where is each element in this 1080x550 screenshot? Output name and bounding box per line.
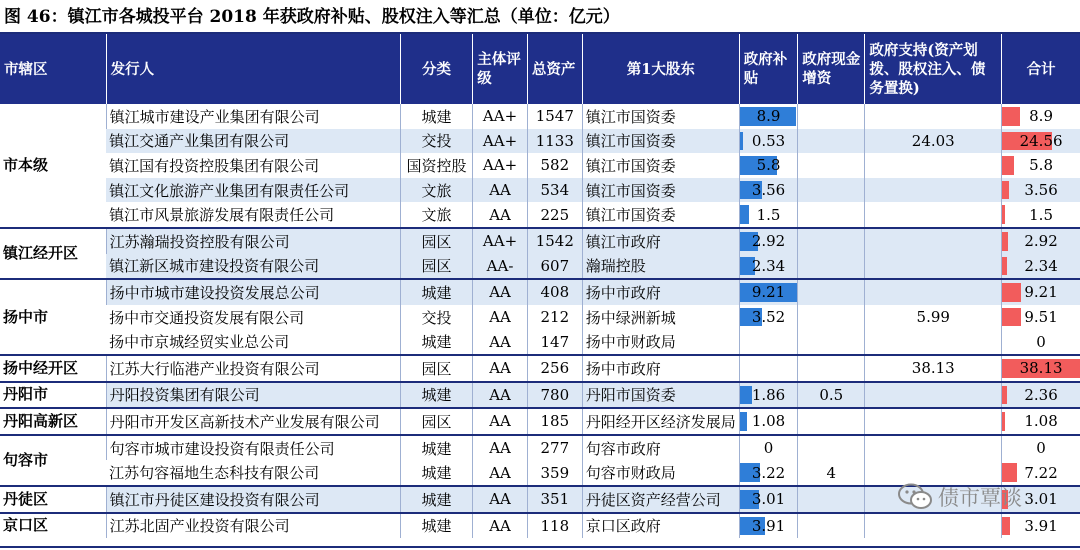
subsidy-value: 8.9 bbox=[756, 107, 781, 126]
total-value: 9.21 bbox=[1024, 283, 1058, 302]
subsidy-value: 1.5 bbox=[756, 205, 781, 224]
table-row bbox=[0, 513, 1080, 539]
assets-cell: 147 bbox=[527, 329, 582, 355]
table-row bbox=[0, 279, 1080, 305]
subsidy-value: 2.34 bbox=[751, 256, 786, 275]
subsidy-cell bbox=[739, 486, 797, 513]
holder-cell: 句容市政府 bbox=[582, 435, 739, 461]
rating-cell: AA bbox=[473, 355, 528, 382]
issuer-cell: 丹阳投资集团有限公司 bbox=[106, 382, 400, 409]
rating-cell: AA bbox=[473, 305, 528, 330]
rating-cell: AA- bbox=[473, 254, 528, 280]
support-cell bbox=[865, 279, 1002, 305]
rating-cell: AA bbox=[473, 460, 528, 486]
cash-cell bbox=[798, 129, 865, 154]
total-cell bbox=[1002, 202, 1080, 228]
type-cell: 城建 bbox=[400, 329, 472, 355]
total-cell bbox=[1002, 382, 1080, 409]
subsidy-cell bbox=[739, 329, 797, 355]
total-cell bbox=[1002, 104, 1080, 129]
assets-cell: 1133 bbox=[527, 129, 582, 154]
support-cell bbox=[865, 513, 1002, 539]
holder-cell: 句容市财政局 bbox=[582, 460, 739, 486]
rating-cell: AA bbox=[473, 486, 528, 513]
subsidy-cell bbox=[739, 104, 797, 129]
subsidy-cell bbox=[739, 513, 797, 539]
table-row bbox=[0, 228, 1080, 254]
total-cell bbox=[1002, 153, 1080, 178]
rating-cell: AA bbox=[473, 178, 528, 203]
type-cell: 交投 bbox=[400, 129, 472, 154]
header-support: 政府支持(资产划拨、股权注入、债务置换) bbox=[865, 34, 1002, 104]
rating-cell: AA bbox=[473, 513, 528, 539]
table-row bbox=[0, 435, 1080, 461]
rating-cell: AA bbox=[473, 435, 528, 461]
issuer-cell: 镇江市丹徒区建设投资有限公司 bbox=[106, 486, 400, 513]
issuer-cell: 镇江交通产业集团有限公司 bbox=[106, 129, 400, 154]
type-cell: 园区 bbox=[400, 355, 472, 382]
total-value: 3.01 bbox=[1024, 490, 1058, 509]
issuer-table bbox=[0, 34, 1080, 538]
subsidy-value: 1.86 bbox=[751, 385, 786, 404]
holder-cell: 扬中绿洲新城 bbox=[582, 305, 739, 330]
region-cell: 丹阳高新区 bbox=[0, 408, 106, 435]
total-cell bbox=[1002, 408, 1080, 435]
support-cell bbox=[865, 329, 1002, 355]
cash-cell bbox=[798, 305, 865, 330]
support-cell bbox=[865, 178, 1002, 203]
type-cell: 城建 bbox=[400, 435, 472, 461]
issuer-cell: 江苏句容福地生态科技有限公司 bbox=[109, 464, 320, 483]
assets-cell: 351 bbox=[527, 486, 582, 513]
subsidy-value: 1.08 bbox=[751, 412, 786, 431]
support-cell bbox=[865, 153, 1002, 178]
issuer-cell: 江苏瀚瑞投资控股有限公司 bbox=[106, 228, 400, 254]
holder-cell: 扬中市财政局 bbox=[582, 329, 739, 355]
subsidy-value: 0.53 bbox=[751, 131, 786, 150]
support-cell: 24.03 bbox=[865, 129, 1002, 154]
issuer-cell: 句容市城市建设投资有限责任公司 bbox=[106, 435, 400, 461]
type-cell: 园区 bbox=[400, 228, 472, 254]
support-cell: 38.13 bbox=[865, 355, 1002, 382]
support-cell: 5.99 bbox=[865, 305, 1002, 330]
cash-cell bbox=[798, 178, 865, 203]
subsidy-cell bbox=[739, 279, 797, 305]
cash-cell bbox=[798, 408, 865, 435]
subsidy-value: 2.92 bbox=[751, 232, 786, 251]
cash-cell bbox=[798, 486, 865, 513]
assets-cell: 1547 bbox=[527, 104, 582, 129]
total-cell bbox=[1002, 279, 1080, 305]
support-cell bbox=[865, 408, 1002, 435]
issuer-cell: 扬中市交通投资发展有限公司 bbox=[109, 308, 305, 327]
assets-cell: 185 bbox=[527, 408, 582, 435]
support-cell bbox=[865, 435, 1002, 461]
subsidy-cell bbox=[739, 129, 797, 154]
issuer-cell: 镇江文化旅游产业集团有限责任公司 bbox=[106, 178, 400, 203]
assets-cell: 256 bbox=[527, 355, 582, 382]
region-cell: 扬中经开区 bbox=[0, 355, 106, 382]
header-total: 合计 bbox=[1002, 34, 1080, 104]
header-rating: 主体评级 bbox=[473, 34, 528, 104]
issuer-cell: 扬中市京城经贸实业总公司 bbox=[109, 333, 290, 352]
header-cash: 政府现金增资 bbox=[798, 34, 865, 104]
table-row bbox=[0, 129, 1080, 154]
table-row bbox=[0, 329, 1080, 355]
header-region: 市辖区 bbox=[0, 34, 106, 104]
region-cell: 镇江经开区 bbox=[0, 228, 106, 279]
type-cell: 城建 bbox=[400, 486, 472, 513]
subsidy-cell bbox=[739, 178, 797, 203]
rating-cell: AA bbox=[473, 382, 528, 409]
rating-cell: AA+ bbox=[473, 153, 528, 178]
table-row bbox=[0, 254, 1080, 280]
total-cell bbox=[1002, 254, 1080, 280]
subsidy-value: 3.56 bbox=[751, 181, 786, 200]
issuer-cell: 镇江国有投资控股集团有限公司 bbox=[109, 156, 320, 175]
holder-cell: 扬中市政府 bbox=[582, 279, 739, 305]
region-cell: 市本级 bbox=[0, 104, 106, 228]
assets-cell: 277 bbox=[527, 435, 582, 461]
total-value: 5.8 bbox=[1029, 156, 1053, 175]
holder-cell: 丹徒区资产经营公司 bbox=[582, 486, 739, 513]
subsidy-value: 3.22 bbox=[751, 463, 786, 482]
region-cell: 京口区 bbox=[0, 513, 106, 539]
header-subsidy: 政府补贴 bbox=[739, 34, 797, 104]
holder-cell: 镇江市国资委 bbox=[582, 202, 739, 228]
type-cell: 城建 bbox=[400, 382, 472, 409]
holder-cell: 丹阳经开区经济发展局 bbox=[582, 408, 739, 435]
cash-cell bbox=[798, 329, 865, 355]
total-value: 3.91 bbox=[1024, 516, 1058, 535]
cash-cell bbox=[798, 435, 865, 461]
total-cell bbox=[1002, 355, 1080, 382]
table-row bbox=[0, 355, 1080, 382]
total-cell bbox=[1002, 305, 1080, 330]
cash-cell bbox=[798, 153, 865, 178]
assets-cell: 225 bbox=[527, 202, 582, 228]
type-cell: 国资控股 bbox=[400, 153, 472, 178]
type-cell: 城建 bbox=[400, 104, 472, 129]
region-cell: 扬中市 bbox=[0, 279, 106, 355]
cash-cell bbox=[798, 228, 865, 254]
total-value: 2.92 bbox=[1024, 232, 1058, 251]
assets-cell: 534 bbox=[527, 178, 582, 203]
cash-cell bbox=[798, 279, 865, 305]
cash-cell: 4 bbox=[798, 460, 865, 486]
region-cell: 丹徒区 bbox=[0, 486, 106, 513]
total-value: 38.13 bbox=[1019, 359, 1063, 378]
rating-cell: AA+ bbox=[473, 228, 528, 254]
total-cell bbox=[1002, 329, 1080, 355]
issuer-cell: 镇江新区城市建设投资有限公司 bbox=[106, 254, 400, 280]
rating-cell: AA bbox=[473, 202, 528, 228]
assets-cell: 607 bbox=[527, 254, 582, 280]
rating-cell: AA bbox=[473, 408, 528, 435]
type-cell: 文旅 bbox=[400, 178, 472, 203]
rating-cell: AA bbox=[473, 329, 528, 355]
assets-cell: 582 bbox=[527, 153, 582, 178]
assets-cell: 780 bbox=[527, 382, 582, 409]
assets-cell: 359 bbox=[527, 460, 582, 486]
total-cell bbox=[1002, 178, 1080, 203]
region-cell: 丹阳市 bbox=[0, 382, 106, 409]
issuer-cell: 江苏北固产业投资有限公司 bbox=[106, 513, 400, 539]
support-cell bbox=[865, 104, 1002, 129]
type-cell: 文旅 bbox=[400, 202, 472, 228]
holder-cell: 镇江市政府 bbox=[582, 228, 739, 254]
support-cell bbox=[865, 202, 1002, 228]
issuer-cell: 江苏大行临港产业投资有限公司 bbox=[106, 355, 400, 382]
total-value: 24.56 bbox=[1019, 131, 1063, 150]
cash-cell bbox=[798, 513, 865, 539]
holder-cell: 镇江市国资委 bbox=[582, 178, 739, 203]
cash-cell bbox=[798, 104, 865, 129]
table-row bbox=[0, 408, 1080, 435]
cash-cell bbox=[798, 355, 865, 382]
total-value: 9.51 bbox=[1024, 308, 1058, 327]
subsidy-cell bbox=[739, 202, 797, 228]
issuer-cell: 镇江城市建设产业集团有限公司 bbox=[106, 104, 400, 129]
holder-cell: 京口区政府 bbox=[582, 513, 739, 539]
table-row bbox=[0, 382, 1080, 409]
table-body bbox=[0, 104, 1080, 538]
holder-cell: 镇江市国资委 bbox=[582, 129, 739, 154]
total-value: 2.36 bbox=[1024, 385, 1058, 404]
watermark-text: 债市覃谈 bbox=[938, 486, 1022, 510]
total-value: 1.5 bbox=[1029, 205, 1053, 224]
total-value: 7.22 bbox=[1024, 463, 1058, 482]
table-row bbox=[0, 104, 1080, 129]
subsidy-cell bbox=[739, 228, 797, 254]
type-cell: 园区 bbox=[400, 408, 472, 435]
total-cell bbox=[1002, 513, 1080, 539]
total-value: 1.08 bbox=[1024, 412, 1058, 431]
table-row bbox=[0, 202, 1080, 228]
subsidy-cell bbox=[739, 435, 797, 461]
subsidy-value: 9.21 bbox=[751, 283, 786, 302]
table-row bbox=[0, 153, 1080, 178]
type-cell: 园区 bbox=[400, 254, 472, 280]
header-type: 分类 bbox=[400, 34, 472, 104]
header-assets: 总资产 bbox=[527, 34, 582, 104]
support-cell bbox=[865, 382, 1002, 409]
subsidy-cell bbox=[739, 382, 797, 409]
wechat-icon bbox=[898, 483, 932, 511]
subsidy-value: 3.52 bbox=[751, 308, 786, 327]
total-cell bbox=[1002, 228, 1080, 254]
rating-cell: AA bbox=[473, 279, 528, 305]
assets-cell: 408 bbox=[527, 279, 582, 305]
table-row bbox=[0, 305, 1080, 330]
subsidy-cell bbox=[739, 408, 797, 435]
header-holder: 第1大股东 bbox=[582, 34, 739, 104]
total-value: 0 bbox=[1036, 332, 1046, 351]
holder-cell: 丹阳市国资委 bbox=[582, 382, 739, 409]
header-issuer: 发行人 bbox=[106, 34, 400, 104]
support-cell bbox=[865, 254, 1002, 280]
cash-cell bbox=[798, 254, 865, 280]
total-value: 3.56 bbox=[1024, 181, 1058, 200]
total-cell bbox=[1002, 435, 1080, 461]
total-cell bbox=[1002, 129, 1080, 154]
subsidy-cell bbox=[739, 153, 797, 178]
bottom-rule bbox=[0, 546, 1080, 548]
assets-cell: 118 bbox=[527, 513, 582, 539]
total-value: 2.34 bbox=[1024, 256, 1058, 275]
subsidy-value: 0 bbox=[763, 439, 774, 458]
subsidy-value: 3.91 bbox=[751, 516, 786, 535]
total-value: 8.9 bbox=[1029, 107, 1053, 126]
type-cell: 交投 bbox=[400, 305, 472, 330]
assets-cell: 1542 bbox=[527, 228, 582, 254]
subsidy-cell bbox=[739, 254, 797, 280]
region-cell: 句容市 bbox=[0, 435, 106, 486]
holder-cell: 扬中市政府 bbox=[582, 355, 739, 382]
cash-cell: 0.5 bbox=[798, 382, 865, 409]
issuer-cell: 扬中市城市建设投资发展总公司 bbox=[106, 279, 400, 305]
header-row bbox=[0, 34, 1080, 104]
cash-cell bbox=[798, 202, 865, 228]
subsidy-value: 3.01 bbox=[751, 490, 786, 509]
subsidy-cell bbox=[739, 460, 797, 486]
type-cell: 城建 bbox=[400, 279, 472, 305]
issuer-cell: 丹阳市开发区高新技术产业发展有限公司 bbox=[106, 408, 400, 435]
total-value: 0 bbox=[1036, 439, 1046, 458]
subsidy-cell bbox=[739, 305, 797, 330]
issuer-cell: 镇江市风景旅游发展有限责任公司 bbox=[109, 206, 335, 225]
type-cell: 城建 bbox=[400, 460, 472, 486]
support-cell bbox=[865, 228, 1002, 254]
type-cell: 城建 bbox=[400, 513, 472, 539]
rating-cell: AA+ bbox=[473, 104, 528, 129]
holder-cell: 镇江市国资委 bbox=[582, 153, 739, 178]
watermark bbox=[898, 482, 1022, 512]
holder-cell: 镇江市国资委 bbox=[582, 104, 739, 129]
table-row bbox=[0, 178, 1080, 203]
subsidy-value: 5.8 bbox=[756, 156, 781, 175]
subsidy-cell bbox=[739, 355, 797, 382]
rating-cell: AA+ bbox=[473, 129, 528, 154]
holder-cell: 瀚瑞控股 bbox=[582, 254, 739, 280]
figure-title: 图 46：镇江市各城投平台 2018 年获政府补贴、股权注入等汇总（单位：亿元） bbox=[4, 7, 620, 27]
assets-cell: 212 bbox=[527, 305, 582, 330]
